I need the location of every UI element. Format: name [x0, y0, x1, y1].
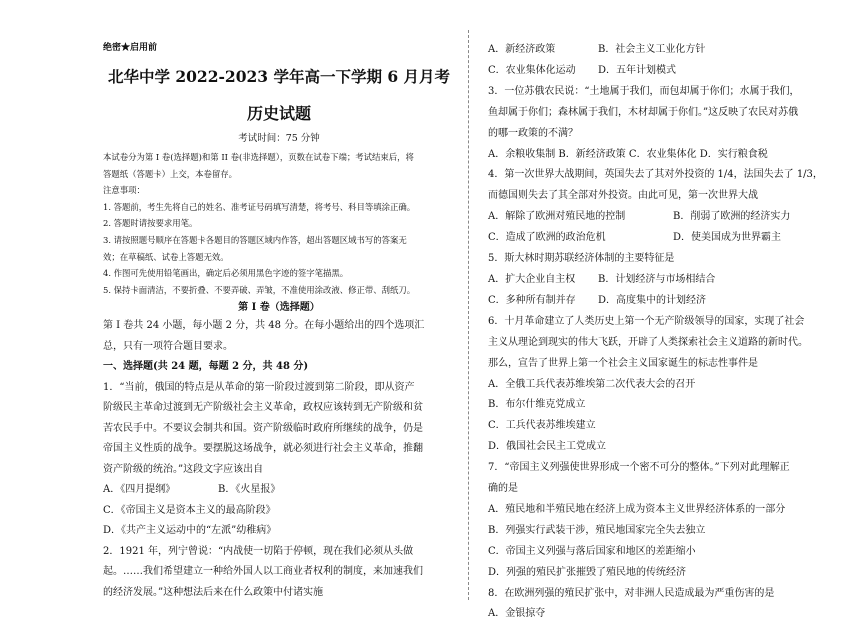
option-c: C．《帝国主义是资本主义的最高阶段》 — [103, 504, 276, 516]
note-line: 5. 保持卡面清洁，不要折叠、不要弄破、弄皱，不准使用涂改液、修正带、刮纸刀。 — [103, 284, 416, 295]
question-line: 那么，宣告了世界上第一个社会主义国家诞生的标志性事件是 — [488, 357, 758, 369]
note-line: 3. 请按照题号顺序在答题卡各题目的答题区域内作答，超出答题区域书写的答案无 — [103, 234, 407, 245]
option-row — [488, 228, 833, 249]
question-line: 8．在欧洲列强的殖民扩张中，对非洲人民造成最为严重伤害的是 — [488, 587, 775, 599]
note-line: 注意事项： — [103, 185, 145, 196]
option-row — [488, 40, 833, 61]
option-b: B．《火星报》 — [218, 484, 281, 496]
question-line: 帝国主义性质的战争。要摆脱这场战争，就必须进行社会主义革命，推翻 — [103, 443, 423, 455]
note-line: 2. 答题时请按要求用笔。 — [103, 218, 198, 229]
question-5 — [488, 249, 833, 312]
question-1 — [103, 378, 455, 542]
option-row — [488, 291, 833, 312]
left-column — [103, 40, 455, 603]
option-a: A．殖民地和半殖民地在经济上成为资本主义世界经济体系的一部分 — [488, 503, 786, 515]
option-row — [103, 480, 455, 501]
question-line: 2．1921 年，列宁曾说：“内战使一切陷于停顿，现在我们必须从头做 — [103, 545, 414, 557]
option-d: D．使美国成为世界霸主 — [673, 232, 782, 244]
exam-notes — [103, 149, 455, 298]
section-intro-line: 总，只有一项符合题目要求。 — [103, 340, 233, 352]
note-line: 4. 作图可先使用铅笔画出，确定后必须用黑色字迹的签字笔描黑。 — [103, 268, 349, 279]
option-d: D．五年计划模式 — [598, 64, 677, 76]
question-line: 3．一位苏俄农民说：“土地属于我们，而包却属于你们；水属于我们， — [488, 85, 800, 97]
question-2-options — [488, 40, 833, 82]
question-3 — [488, 82, 833, 166]
option-c: C．帝国主义列强与落后国家和地区的差距缩小 — [488, 545, 696, 557]
option-a: A．解除了欧洲对殖民地的控制 — [488, 211, 626, 223]
option-row — [488, 207, 833, 228]
section-title: 第 I 卷（选择题） — [238, 302, 320, 314]
option-b: B．社会主义工业化方针 — [598, 44, 706, 55]
question-8 — [488, 584, 833, 625]
question-2 — [103, 542, 455, 604]
note-line: 效；在草稿纸、试卷上答题无效。 — [103, 251, 229, 262]
note-line: 答题纸（答题卡）上交，本卷留存。 — [103, 168, 237, 179]
question-line: 而德国则失去了其全部对外投资。由此可见，第一次世界大战 — [488, 190, 758, 202]
subject-title: 历史试题 — [246, 104, 311, 123]
note-line: 本试卷分为第 I 卷(选择题)和第 II 卷(非选择题），页数在试卷下端；考试结束后，将 — [103, 152, 414, 162]
part-heading: 一、选择题(共 24 题，每题 2 分，共 48 分) — [103, 361, 309, 373]
option-row — [488, 61, 833, 82]
option-c: C．多种所有制并存 — [488, 294, 576, 306]
question-6 — [488, 312, 833, 458]
question-line: 阶级民主革命过渡到无产阶级社会主义革命，政权应该转到无产阶级和贫 — [103, 402, 423, 414]
question-line: 确的是 — [488, 483, 518, 495]
option-row: A．余粮收集制 B．新经济政策 C．农业集体化 D．实行粮食税 — [488, 148, 768, 160]
question-line: 苦农民手中。不要议会制共和国。资产阶级临时政府所继续的战争，仍是 — [103, 422, 423, 434]
option-d: D．俄国社会民主工党成立 — [488, 441, 607, 453]
confidential-tag: 绝密★启用前 — [103, 43, 158, 53]
question-line: 4．第一次世界大战期间，英国失去了其对外投资的 1/4，法国失去了 1/3， — [488, 169, 823, 181]
option-c: C．工兵代表苏维埃建立 — [488, 420, 596, 432]
option-a: A．新经济政策 — [488, 44, 556, 55]
section-intro-line: 第 I 卷共 24 小题，每小题 2 分，共 48 分。在每小题给出的四个选项汇 — [103, 320, 425, 332]
option-a: A．金银掠夺 — [488, 608, 546, 620]
column-divider — [468, 30, 469, 600]
exam-title: 北华中学 2022-2023 学年高一下学期 6 月月考 — [107, 67, 451, 86]
question-line: 的哪一政策的不满？ — [488, 127, 578, 139]
option-c: C．农业集体化运动 — [488, 64, 576, 76]
question-4 — [488, 165, 833, 249]
question-line: 起。……我们希望建立一种给外国人以工商业者权利的制度，来加速我们 — [103, 566, 423, 578]
question-7 — [488, 458, 833, 583]
question-line: 主义从理论到现实的伟大飞跃，开辟了人类探索社会主义道路的新时代。 — [488, 336, 808, 348]
question-line: 鱼却属于你们；森林属于我们，木材却属于你们。”这反映了农民对苏俄 — [488, 106, 799, 118]
option-b: B．列强实行武装干涉，殖民地国家完全失去独立 — [488, 524, 706, 536]
option-d: D．《共产主义运动中的“左派”幼稚病》 — [103, 525, 277, 537]
option-row — [488, 270, 833, 291]
question-line: 1．“当前，俄国的特点是从革命的第一阶段过渡到第二阶段，即从资产 — [103, 381, 415, 393]
option-a: A．扩大企业自主权 — [488, 273, 576, 285]
note-line: 1. 答题前，考生先将自己的姓名、准考证号码填写清楚，将考号、科目等填涂正确。 — [103, 201, 416, 212]
question-line: 的经济发展。”这种想法后来在什么政策中付诸实施 — [103, 586, 324, 598]
question-line: 6．十月革命建立了人类历史上第一个无产阶级领导的国家，实现了社会 — [488, 315, 805, 327]
right-column — [488, 40, 833, 625]
option-a: A．《四月提纲》 — [103, 484, 176, 496]
option-b: B．削弱了欧洲的经济实力 — [673, 211, 791, 223]
question-line: 资产阶级的统治。”这段文字应该出自 — [103, 463, 264, 475]
exam-time: 考试时间：75 分钟 — [238, 133, 320, 144]
question-line: 7．“帝国主义列强使世界形成一个密不可分的整体。”下列对此理解正 — [488, 462, 790, 474]
question-line: 5．斯大林时期苏联经济体制的主要特征是 — [488, 253, 675, 265]
option-d: D．列强的殖民扩张摧毁了殖民地的传统经济 — [488, 566, 687, 578]
option-b: B．计划经济与市场相结合 — [598, 273, 716, 285]
option-a: A．全俄工兵代表苏维埃第二次代表大会的召开 — [488, 378, 696, 390]
option-c: C．造成了欧洲的政治危机 — [488, 232, 606, 244]
option-b: B．布尔什维克党成立 — [488, 399, 586, 411]
option-d: D．高度集中的计划经济 — [598, 294, 707, 306]
